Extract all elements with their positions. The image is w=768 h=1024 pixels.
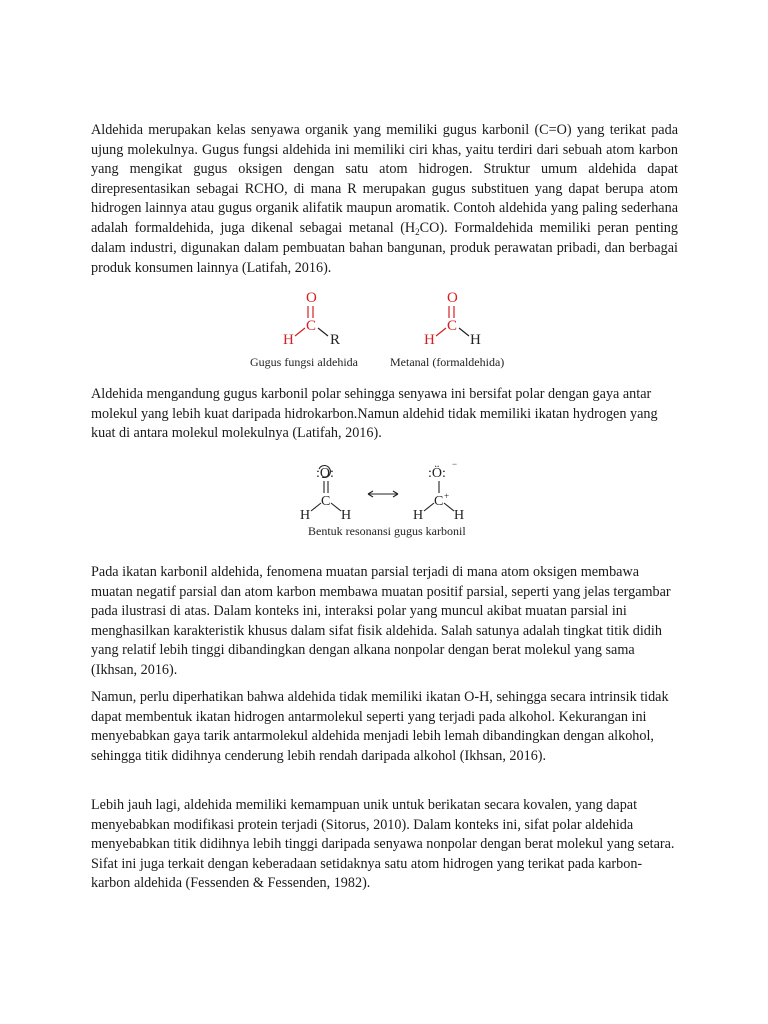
atom-hydrogen-resonance-left-2: H bbox=[341, 508, 352, 523]
atom-hydrogen-right-1: H bbox=[424, 332, 435, 348]
atom-carbon-left: C bbox=[306, 318, 317, 334]
figure-aldehyde-structures bbox=[250, 284, 520, 374]
paragraph-4: Namun, perlu diperhatikan bahwa aldehida tidak memiliki ikatan O-H, sehingga secara intrinsik tidak dapat membentuk ikatan hidrogen antarmolekul seperti yang terjadi pada alkohol. Kekurangan ini menyebabkan gaya tarik antarmolekul aldehida menjadi lebih lemah dibandingkan dengan alkohol, sehingga titik didihnya cenderung lebih rendah daripada alkohol (Ikhsan, 2016). bbox=[91, 689, 669, 764]
atom-carbon-right: C bbox=[447, 318, 458, 334]
atom-hydrogen-resonance-right-2: H bbox=[454, 508, 465, 523]
atom-oxygen-resonance-left: :O: bbox=[316, 466, 334, 481]
caption-resonance: Bentuk resonansi gugus karbonil bbox=[308, 524, 466, 538]
atom-oxygen-left: O bbox=[306, 290, 317, 306]
paragraph-2: Aldehida mengandung gugus karbonil polar sehingga senyawa ini bersifat polar dengan gaya antar molekul yang lebih kuat daripada hidrokarbon.Namun aldehid tidak memiliki ikatan hydrogen yang kuat di antara molekul molekulnya (Latifah, 2016). bbox=[91, 386, 658, 441]
caption-aldehyde-group: Gugus fungsi aldehida bbox=[250, 355, 358, 369]
minus-charge: − bbox=[452, 459, 458, 469]
figure-resonance-forms bbox=[300, 455, 485, 540]
subscript-2: 2 bbox=[415, 226, 420, 237]
plus-charge: + bbox=[444, 491, 450, 501]
paragraph-1 bbox=[91, 121, 678, 278]
atom-oxygen-resonance-right: :Ö: bbox=[428, 466, 446, 481]
paragraph-1-text-a: Aldehida merupakan kelas senyawa organik yang memiliki gugus karbonil (C=O) yang terikat pada ujung molekulnya. Gugus fungsi aldehida ini memiliki ciri khas, yaitu terdiri dari sebuah atom karbon yang mengikat gugus oksigen dengan satu atom hidrogen. Struktur umum aldehida dapat direpresentasikan sebagai RCHO, di mana R merupakan gugus substituen yang dapat berupa atom hidrogen lainnya atau gugus organik alifatik maupun aromatik. Contoh aldehida yang paling sederhana adalah formaldehida, juga dikenal sebagai metanal (H bbox=[91, 122, 678, 236]
paragraph-3: Pada ikatan karbonil aldehida, fenomena muatan parsial terjadi di mana atom oksigen membawa muatan negatif parsial dan atom karbon membawa muatan positif parsial, seperti yang jelas tergambar pada ilustrasi di atas. Dalam konteks ini, interaksi polar yang muncul akibat muatan parsial ini menghasilkan karakteristik khusus dalam sifat fisik aldehida. Salah satunya adalah tingkat titik didih yang relatif lebih tinggi dibandingkan dengan alkana nonpolar dengan berat molekul yang sama (Ikhsan, 2016). bbox=[91, 564, 671, 678]
atom-carbon-resonance-right: C bbox=[434, 494, 444, 509]
paragraph-5: Lebih jauh lagi, aldehida memiliki kemampuan unik untuk berikatan secara kovalen, yang dapat menyebabkan modifikasi protein terjadi (Sitorus, 2010). Dalam konteks ini, sifat polar aldehida menyebabkan titik didihnya lebih tinggi daripada senyawa nonpolar dengan berat molekul yang setara. Sifat ini juga terkait dengan keberadaan setidaknya satu atom hidrogen yang terikat pada karbon-karbon aldehida (Fessenden & Fessenden, 1982). bbox=[91, 797, 675, 891]
atom-hydrogen-resonance-right-1: H bbox=[413, 508, 424, 523]
paragraph-1-text-b: CO). Formaldehida memiliki peran penting dalam industri, digunakan dalam pembuatan bahan bangunan, produk perawatan pribadi, dan berbagai produk konsumen lainnya (Latifah, 2016). bbox=[91, 219, 678, 276]
atom-hydrogen-left: H bbox=[283, 332, 294, 348]
caption-formaldehyde: Metanal (formaldehida) bbox=[390, 355, 505, 369]
atom-oxygen-right: O bbox=[447, 290, 458, 306]
atom-carbon-resonance-left: C bbox=[321, 494, 331, 509]
atom-hydrogen-resonance-left-1: H bbox=[300, 508, 311, 523]
atom-hydrogen-right-2: H bbox=[470, 332, 481, 348]
atom-r-group: R bbox=[330, 332, 341, 348]
